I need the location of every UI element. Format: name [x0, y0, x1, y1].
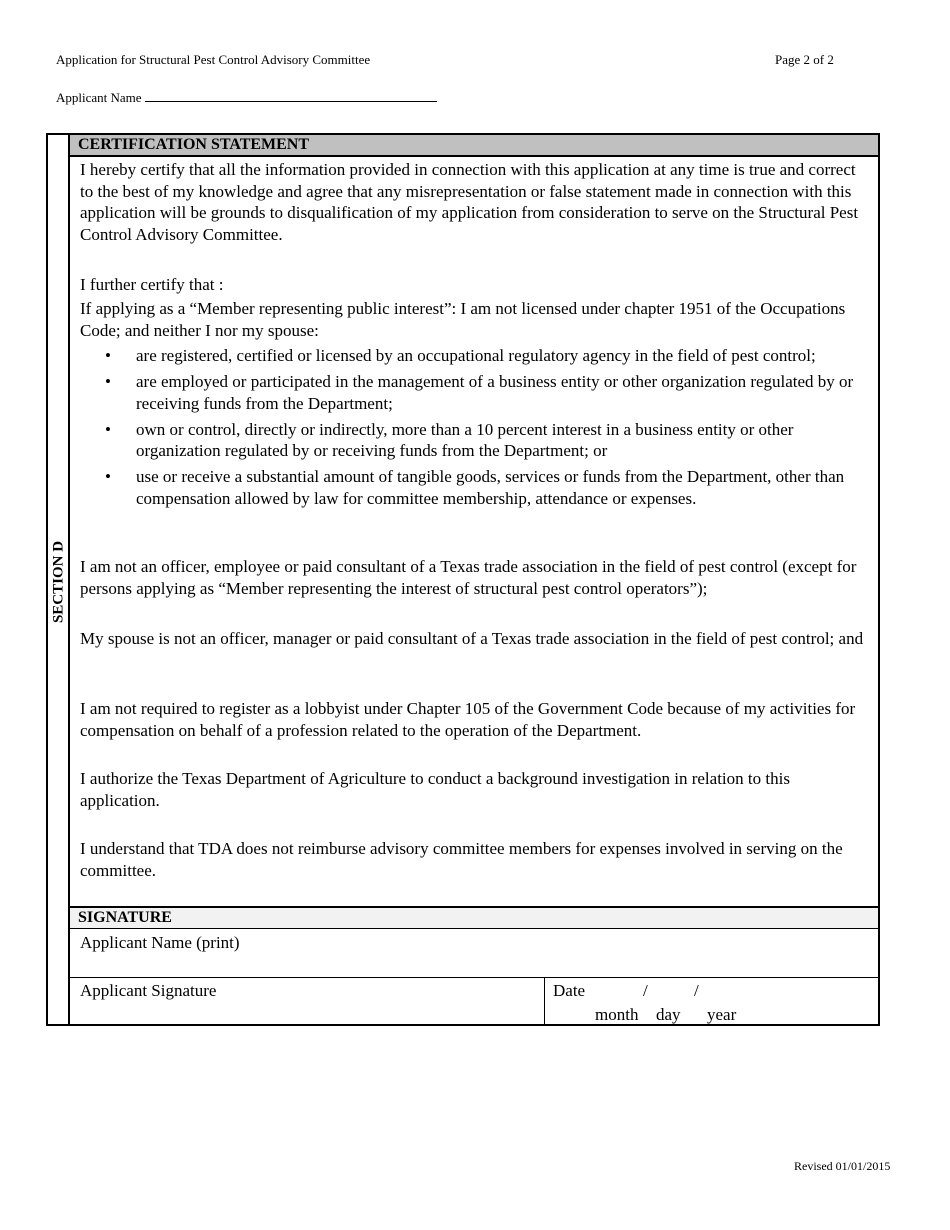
list-item: • own or control, directly or indirectly, more than a 10 percent interest in a business entity or other organization regulated by or receiving funds from the Department; or [103, 419, 868, 462]
public-interest-statement: If applying as a “Member representing public interest”: I am not licensed under chapter 1951 of the Occupations Code; and neither I nor my spouse: [80, 299, 846, 340]
further-certify: I further certify that : [80, 275, 224, 294]
list-item: • are registered, certified or licensed by an occupational regulatory agency in the field of pest control; [103, 345, 868, 367]
date-field[interactable] [544, 977, 737, 1024]
applicant-name-row [56, 90, 437, 106]
applicant-name-label: Applicant Name [56, 90, 142, 105]
day-label: day [656, 1005, 681, 1024]
applicant-name-field[interactable] [145, 91, 437, 102]
applicant-name-print-field[interactable]: Applicant Name (print) [80, 933, 240, 952]
officer-statement: I am not an officer, employee or paid consultant of a Texas trade association in the field of pest control (except for persons applying as “Member representing the interest of structural pest control operators”); [80, 557, 857, 598]
date-separator: / [694, 981, 699, 1000]
certification-intro: I hereby certify that all the information provided in connection with this application at any time is true and correct to the best of my knowledge and agree that any misrepresentation or false statement made in connection with this application will be grounds to disqualification of my application from consideration to serve on the Structural Pest Control Advisory Committee. [80, 160, 859, 244]
authorization-statement: I authorize the Texas Department of Agriculture to conduct a background investigation in relation to this application. [80, 769, 790, 810]
date-separator: / [643, 981, 648, 1000]
form-title: Application for Structural Pest Control Advisory Committee [56, 52, 371, 67]
list-item: • use or receive a substantial amount of tangible goods, services or funds from the Department, other than compensation allowed by law for committee membership, attendance or expenses. [103, 466, 868, 509]
lobbyist-statement: I am not required to register as a lobbyist under Chapter 105 of the Government Code because of my activities for compensation on behalf of a profession related to the operation of the Department. [80, 699, 856, 740]
divider [70, 977, 878, 978]
section-content [70, 135, 878, 1024]
applicant-signature-field[interactable]: Applicant Signature [80, 981, 217, 1000]
reimbursement-statement: I understand that TDA does not reimburse advisory committee members for expenses involved in serving on the committee. [80, 839, 843, 880]
page-number: Page 2 of 2 [775, 52, 834, 67]
year-label: year [707, 1005, 737, 1024]
certification-heading: CERTIFICATION STATEMENT [70, 135, 878, 157]
section-d-box [46, 133, 880, 1026]
list-item: • are employed or participated in the management of a business entity or other organization regulated by or receiving funds from the Department; [103, 371, 868, 414]
revision-date: Revised 01/01/2015 [794, 1159, 891, 1173]
section-label: SECTION D [50, 540, 67, 624]
spouse-statement: My spouse is not an officer, manager or paid consultant of a Texas trade association in the field of pest control; and [80, 629, 864, 648]
conditions-list [103, 345, 868, 514]
date-label: Date [553, 981, 586, 1000]
section-column [48, 135, 70, 1024]
month-label: month [595, 1005, 639, 1024]
signature-heading: SIGNATURE [70, 906, 878, 929]
